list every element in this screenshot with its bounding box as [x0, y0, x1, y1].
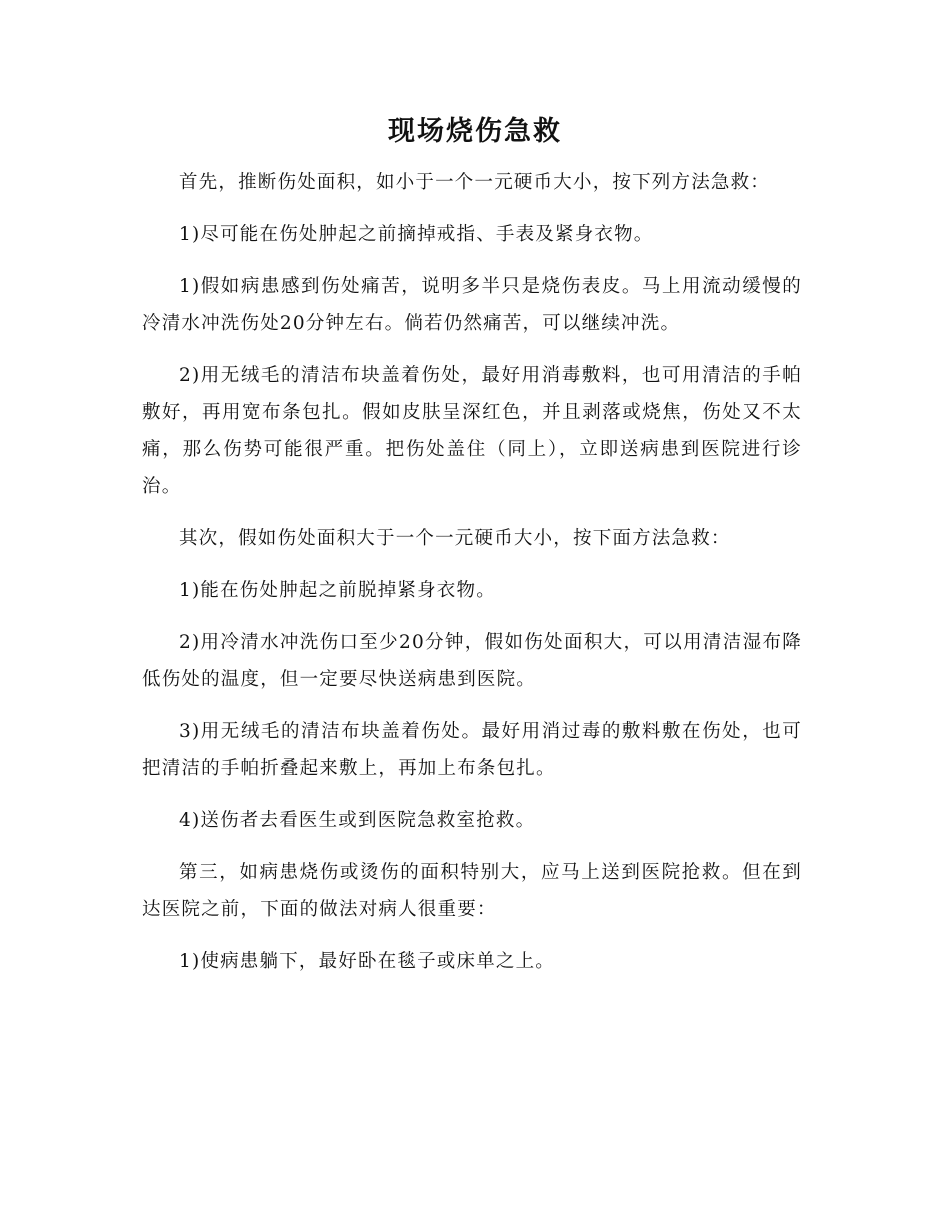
- document-body: [142, 164, 802, 995]
- paragraph: 1)能在伤处肿起之前脱掉紧身衣物。: [179, 580, 496, 601]
- paragraph: 2)用无绒毛的清洁布块盖着伤处，最好用消毒敷料，也可用清洁的手帕敷好，再用宽布条包扎。假如皮肤呈深红色，并且剥落或烧焦，伤处又不太痛，那么伤势可能很严重。把伤处盖住（同上），立即送病患到医院进行诊治。: [142, 365, 802, 497]
- paragraph: 其次，假如伤处面积大于一个一元硬币大小，按下面方法急救：: [179, 528, 731, 549]
- paragraph: 2)用冷清水冲洗伤口至少20分钟，假如伤处面积大，可以用清洁湿布降低伤处的温度，但一定要尽快送病患到医院。: [142, 632, 802, 690]
- paragraph: 1)假如病患感到伤处痛苦，说明多半只是烧伤表皮。马上用流动缓慢的冷清水冲洗伤处20分钟左右。倘若仍然痛苦，可以继续冲洗。: [142, 276, 802, 334]
- paragraph: 1)尽可能在伤处肿起之前摘掉戒指、手表及紧身衣物。: [179, 224, 654, 245]
- paragraph: 首先，推断伤处面积，如小于一个一元硬币大小，按下列方法急救：: [179, 172, 771, 193]
- paragraph: 1)使病患躺下，最好卧在毯子或床单之上。: [179, 951, 555, 972]
- paragraph: 第三，如病患烧伤或烫伤的面积特别大，应马上送到医院抢救。但在到达医院之前，下面的做法对病人很重要：: [142, 862, 802, 920]
- paragraph: 4)送伤者去看医生或到医院急救室抢救。: [179, 810, 536, 831]
- paragraph: 3)用无绒毛的清洁布块盖着伤处。最好用消过毒的敷料敷在伤处，也可把清洁的手帕折叠起来敷上，再加上布条包扎。: [142, 721, 802, 779]
- document-title: 现场烧伤急救: [388, 116, 562, 147]
